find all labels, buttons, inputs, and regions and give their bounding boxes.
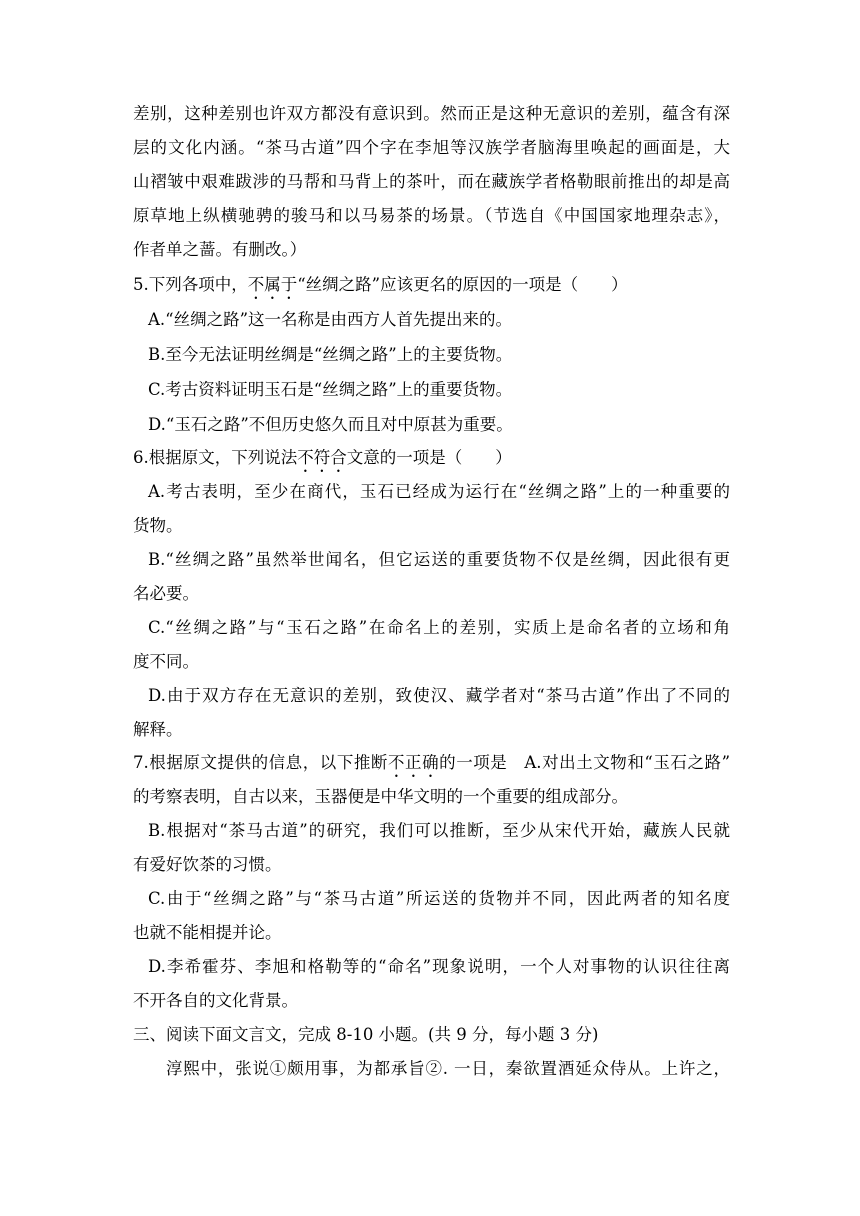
- question-6-option-c-cont: 度不同。: [133, 652, 199, 671]
- question-6-option-d-cont: 解释。: [133, 720, 183, 739]
- question-7-option-d: D.李希霍芬、李旭和格勒等的“命名”现象说明，一个人对事物的认识往往离: [148, 957, 730, 976]
- question-7-option-d-cont: 不开各自的文化背景。: [133, 991, 298, 1010]
- question-5-option-b: B.至今无法证明丝绸是“丝绸之路”上的主要货物。: [148, 345, 513, 364]
- question-7-option-b-cont: 有爱好饮茶的习惯。: [133, 855, 282, 874]
- passage-line: 差别，这种差别也许双方都没有意识到。然而正是这种无意识的差别，蕴含有深: [133, 104, 730, 123]
- question-6-option-b: B.“丝绸之路”虽然举世闻名，但它运送的重要货物不仅是丝绸，因此很有更: [148, 550, 730, 569]
- question-6-option-c: C.“丝绸之路”与“玉石之路”在命名上的差别，实质上是命名者的立场和角: [148, 618, 730, 637]
- emphasis-text: 不属于: [247, 275, 298, 294]
- question-7-stem: 7.根据原文提供的信息，以下推断不正确的一项是 A.对出土文物和“玉石之路”: [133, 753, 731, 772]
- question-5-option-a: A.“丝绸之路”这一名称是由西方人首先提出来的。: [148, 310, 513, 329]
- question-6-option-a: A.考古表明，至少在商代，玉石已经成为运行在“丝绸之路”上的一种重要的: [148, 482, 730, 501]
- passage-line: 原草地上纵横驰骋的骏马和以马易茶的场景。（节选自《中国国家地理杂志》，: [133, 206, 730, 225]
- question-7-stem-line2: 的考察表明，自古以来，玉器便是中华文明的一个重要的组成部分。: [133, 787, 628, 806]
- passage-line: 作者单之蔷。有删改。）: [133, 240, 307, 259]
- question-7-option-c-cont: 也就不能相提并论。: [133, 923, 282, 942]
- question-6-stem: 6.根据原文，下列说法不符合文意的一项是（ ）: [133, 448, 512, 467]
- question-7-option-c: C.由于“丝绸之路”与“茶马古道”所运送的货物并不同，因此两者的知名度: [148, 889, 730, 908]
- passage-line: 山褶皱中艰难跋涉的马帮和马背上的茶叶，而在藏族学者格勒眼前推出的却是高: [133, 172, 730, 191]
- section-3-heading: 三、阅读下面文言文，完成 8-10 小题。(共 9 分，每小题 3 分): [133, 1025, 599, 1044]
- question-6-option-d: D.由于双方存在无意识的差别，致使汉、藏学者对“茶马古道”作出了不同的: [148, 686, 730, 705]
- question-7-option-b: B.根据对“茶马古道”的研究，我们可以推断，至少从宋代开始，藏族人民就: [148, 821, 730, 840]
- question-6-option-b-cont: 名必要。: [133, 584, 199, 603]
- question-5-stem: 5.下列各项中，不属于“丝绸之路”应该更名的原因的一项是（ ）: [133, 275, 628, 294]
- question-5-option-c: C.考古资料证明玉石是“丝绸之路”上的重要货物。: [148, 380, 513, 399]
- question-6-option-a-cont: 货物。: [133, 516, 183, 535]
- emphasis-text: 不正确: [387, 753, 440, 772]
- classical-text-line: 淳熙中，张说①颇用事，为都承旨②. 一日，秦欲置酒延众侍从。上许之，: [166, 1059, 730, 1078]
- passage-line: 层的文化内涵。“茶马古道”四个字在李旭等汉族学者脑海里唤起的画面是，大: [133, 138, 730, 157]
- emphasis-text: 不符合: [297, 448, 347, 467]
- question-5-option-d: D.“玉石之路”不但历史悠久而且对中原甚为重要。: [148, 415, 513, 434]
